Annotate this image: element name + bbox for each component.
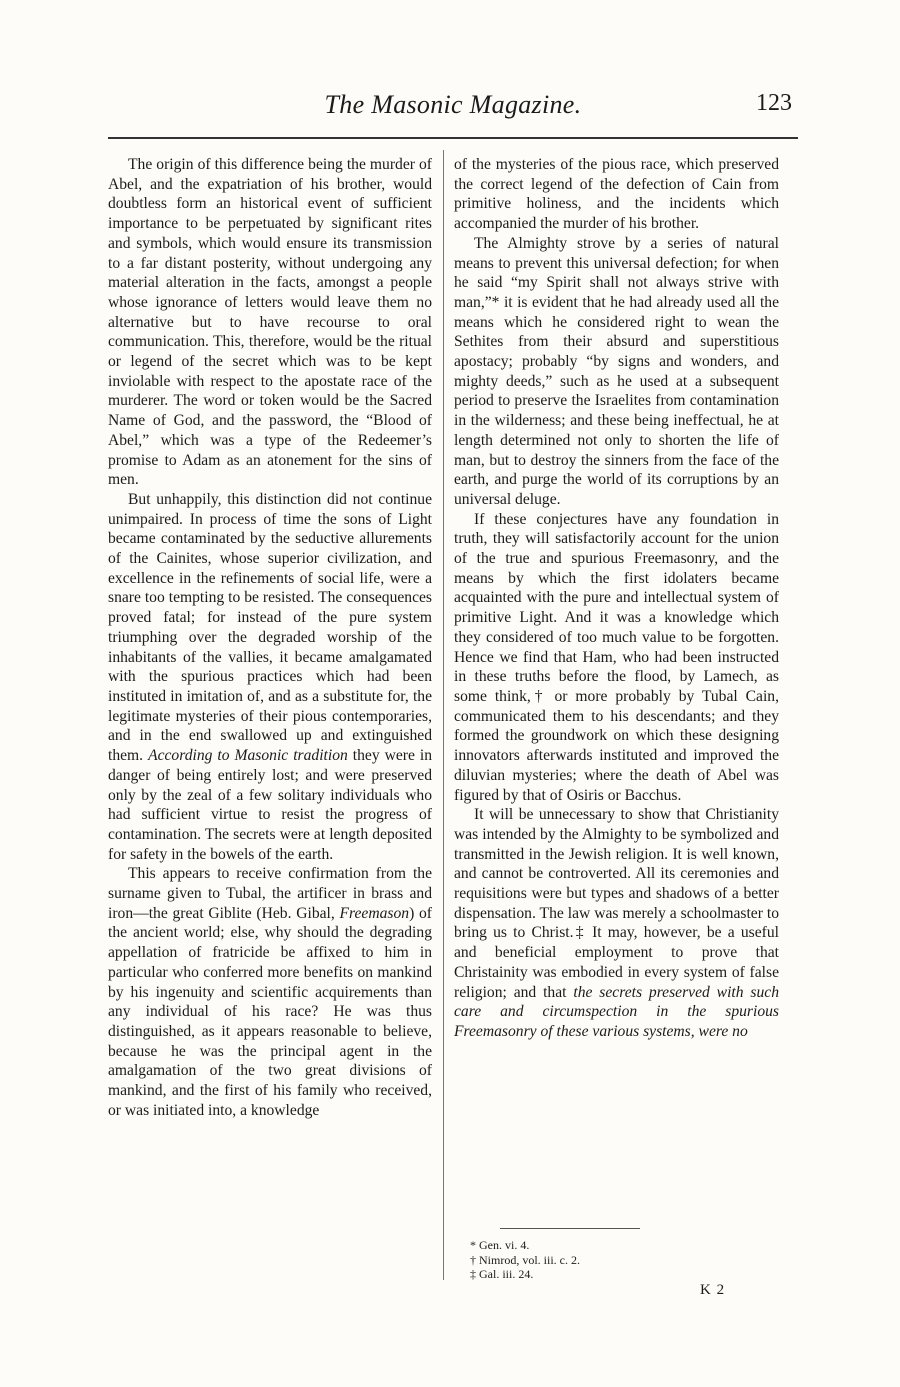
column-divider (443, 150, 444, 1280)
paragraph (108, 864, 432, 1120)
text-run: ) of the ancient world; else, why should the degrading appellation of fratricide be affixed to him in particular who conferred more benefits on mankind by his ingenuity and scientific acquirements than any individual of his race? He was thus distinguished, as it appears reasonable to believe, because he was the principal agent in the amalgamation of the two great divisions of mankind, and the first of his family who received, or was initiated into, a knowledge (108, 904, 432, 1119)
right-column (454, 155, 779, 1042)
italic-text: According to Masonic tradition (148, 747, 348, 765)
text-run: The Almighty strove by a series of natural means to prevent this universal defection; for when he said “my Spirit shall not always strive with man,”* it is evident that he had already used all the means which he considered right to wean the Sethites from their absurd and superstitious apostacy; probably “by signs and wonders, and mighty deeds,” such as he used at a subsequent period to preserve the Israelites from contamination in the wilderness; and these being ineffectual, he at length determined not only to shorten the life of man, but to destroy the sinners from the face of the earth, and purge the world of its corruptions by an universal deluge. (454, 234, 779, 508)
paragraph (454, 234, 779, 510)
footnote: ‡ Gal. iii. 24. (470, 1267, 534, 1281)
text-run: of the mysteries of the pious race, which preserved the correct legend of the defection of Cain from primitive holiness, and the incidents which accompanied the murder of his brother. (454, 156, 779, 233)
paragraph (454, 805, 779, 1041)
running-title: The Masonic Magazine. (324, 90, 582, 119)
text-run: It will be unnecessary to show that Christianity was intended by the Almighty to be symbolized and transmitted in the Jewish religion. It is well known, and cannot be controverted. All its ceremonies and requisitions were but types and shadows of a better dispensation. The law was merely a schoolmaster to bring us to Christ.‡ It may, however, be a useful and beneficial employment to prove that Christainity was embodied in every system of false religion; and that (454, 806, 779, 1001)
paragraph (108, 155, 432, 490)
text-run: The origin of this difference being the murder of Abel, and the expatriation of his brother, would doubtless form an historical event of sufficient importance to be perpetuated by significant rites and symbols, which would ensure its transmission to a far distant posterity, without undergoing any material alteration in the facts, amongst a people whose ignorance of letters would leave them no alternative but to have recourse to oral communication. This, therefore, would be the ritual or legend of the secret which was to be kept inviolable with respect to the apostate race of the murderer. The word or token would be the Sacred Name of God, and the password, the “Blood of Abel,” which was a type of the Redeemer’s promise to Adam as an atonement for the sins of men. (108, 156, 432, 489)
text-run: If these conjectures have any foundation in truth, they will satisfactorily account for the union of the true and spurious Freemasonry, and the means by which the first idolaters became acquainted with the pure and intellectual system of primitive Light. And it was a knowledge which they considered of too much value to be forgotten. Hence we find that Ham, who had been instructed in these truths before the flood, by Lamech, as some think,† or more probably by Tubal Cain, communicated them to his descendants; and they formed the groundwork on which these designing innovators afterwards instituted and improved the diluvian mysteries; where the death of Abel was figured by that of Osiris or Bacchus. (454, 510, 779, 804)
footnotes (470, 1238, 770, 1282)
paragraph (454, 155, 779, 234)
footnote: * Gen. vi. 4. (470, 1238, 530, 1252)
header-rule (108, 137, 798, 139)
text-run: But unhappily, this distinction did not continue unimpaired. In process of time the sons of Light became contaminated by the seductive allurements of the Cainites, whose superior civilization, and excellence in the refinements of social life, were a snare too tempting to be resisted. The consequences proved fatal; for instead of the pure system triumphing over the degraded worship of the inhabitants of the vallies, it became amalgamated with the spurious practices which had been instituted in imitation of, and as a substitute for, the legitimate mysteries of their pious contemporaries, and in the end swallowed up and extinguished them. (108, 490, 432, 765)
page-header (108, 90, 798, 130)
page-number: 123 (756, 90, 792, 116)
footnote: † Nimrod, vol. iii. c. 2. (470, 1252, 580, 1267)
paragraph (454, 510, 779, 806)
italic-text: the secrets preserved with such care and circumspection in the spurious Freemasonry of these various systems, were no (454, 983, 780, 1040)
paragraph (108, 490, 432, 864)
footnote-rule (500, 1228, 640, 1229)
signature-mark: K 2 (700, 1282, 726, 1298)
text-run: This appears to receive confirmation from the surname given to Tubal, the artificer in brass and iron—the great Giblite (Heb. Gibal, (108, 865, 432, 922)
left-column (108, 155, 432, 1120)
italic-text: Freemason (339, 904, 410, 922)
text-run: they were in danger of being entirely lost; and were preserved only by the zeal of a few solitary individuals who had sufficient virtue to resist the progress of contamination. The secrets were at length deposited for safety in the bowels of the earth. (108, 747, 432, 863)
